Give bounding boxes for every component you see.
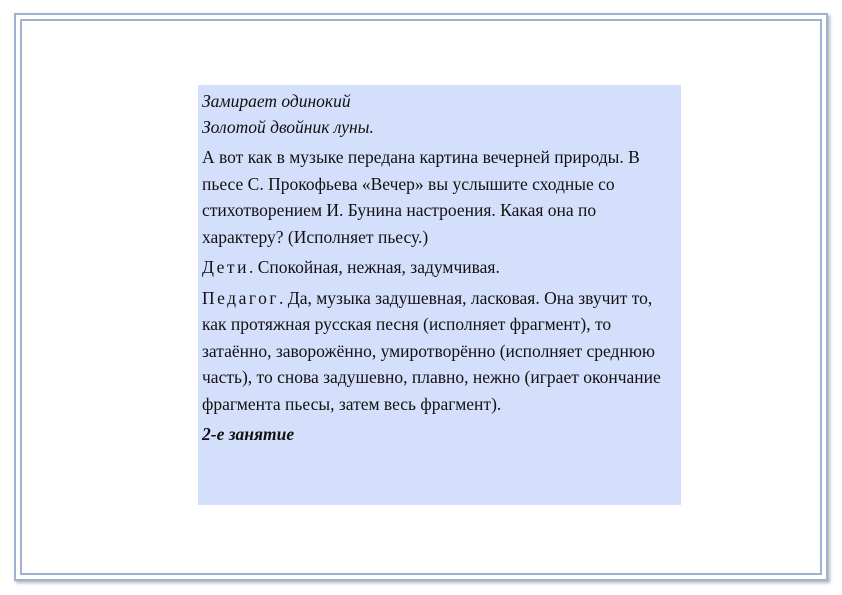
paragraph-teacher (202, 285, 677, 418)
poem-line-2: Золотой двойник луны. (202, 117, 374, 137)
paragraph-children (202, 254, 677, 281)
teacher-reply: . Да, музыка задушевная, ласковая. Она звучит то, как протяжная русская песня (исполняет фрагмент), то затаённо, заворожённо, умиротворённо (исполняет среднюю часть), то снова задушевно, плавно, нежно (играет окончание фрагмента пьесы, затем весь фрагмент). (202, 287, 661, 414)
poem-excerpt (202, 88, 677, 140)
paragraph-intro: А вот как в музыке передана картина вечерней природы. В пьесе С. Прокофьева «Вечер» вы услышите сходные со стихотворением И. Бунина настроения. Какая она по характеру? (Исполняет пьесу.) (202, 147, 640, 247)
text-block (198, 85, 681, 505)
poem-line-1: Замирает одинокий (202, 91, 351, 111)
speaker-teacher: Педагог (202, 287, 280, 308)
session-heading: 2-е занятие (202, 424, 295, 444)
speaker-children: Дети (202, 257, 249, 277)
children-reply: . Спокойная, нежная, задумчивая. (248, 257, 500, 277)
